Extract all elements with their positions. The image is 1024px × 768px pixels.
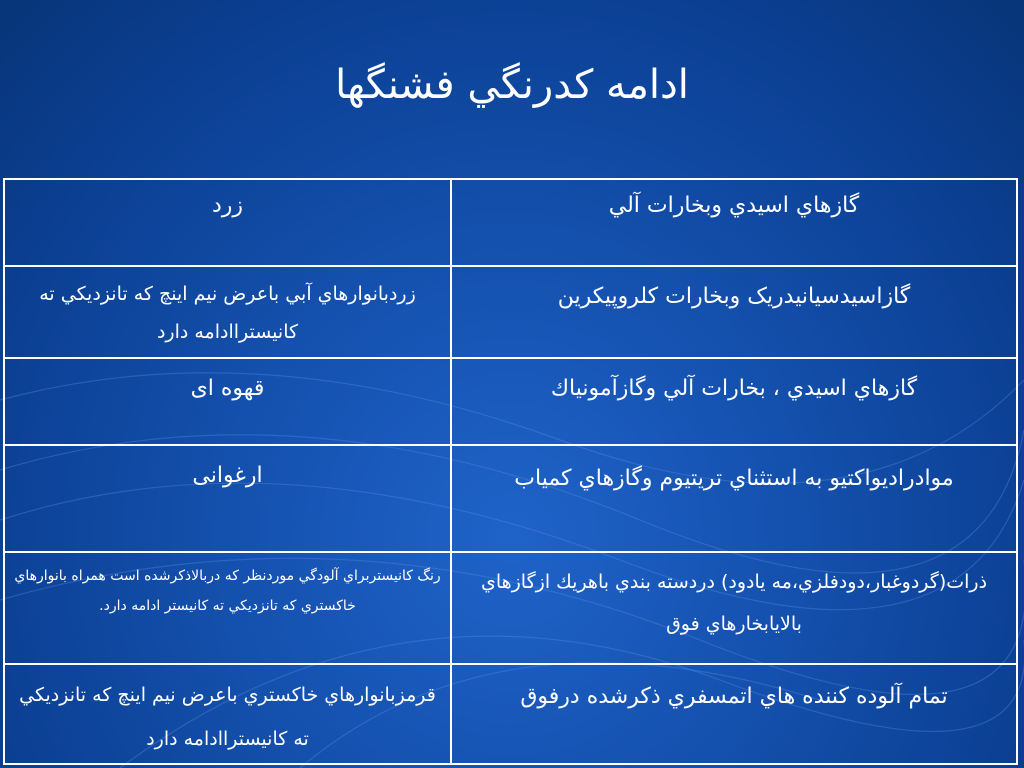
color-cell: زردبانوارهاي آبي باعرض نيم اينچ كه تانزديكي ته كانيستراادامه دارد <box>4 266 451 358</box>
table-row <box>4 179 1017 266</box>
pollutant-cell: گازهاي اسيدي وبخارات آلي <box>451 179 1017 266</box>
pollutant-cell: ذرات(گردوغبار،دودفلزي،مه يادود) دردسته بندي باهريك ازگازهاي بالايابخارهاي فوق <box>451 552 1017 664</box>
pollutant-cell: گازهاي اسيدي ، بخارات آلي وگازآمونياك <box>451 358 1017 445</box>
table-row <box>4 445 1017 552</box>
color-cell: رنگ كانيستربراي آلودگي موردنظر كه دربالاذكرشده است همراه بانوارهاي خاكستري كه تانزديكي ته كانيستر ادامه دارد. <box>4 552 451 664</box>
pollutant-cell: موادراديواكتيو به استثناي تريتيوم وگازهاي كمياب <box>451 445 1017 552</box>
slide-title: ادامه كدرنگي فشنگها <box>335 62 689 108</box>
table-row <box>4 266 1017 358</box>
color-cell: زرد <box>4 179 451 266</box>
color-cell: ارغوانی <box>4 445 451 552</box>
table-row <box>4 552 1017 664</box>
color-cell: قهوه ای <box>4 358 451 445</box>
pollutant-cell: تمام آلوده كننده هاي اتمسفري ذكرشده درفوق <box>451 664 1017 764</box>
color-cell: قرمزبانوارهاي خاكستري باعرض نيم اينچ كه تانزديكي ته كانيستراادامه دارد <box>4 664 451 764</box>
table-row <box>4 358 1017 445</box>
table-row <box>4 664 1017 764</box>
cartridge-color-table <box>3 178 1018 765</box>
pollutant-cell: گازاسیدسیانیدریک وبخارات کلروپیکرین <box>451 266 1017 358</box>
